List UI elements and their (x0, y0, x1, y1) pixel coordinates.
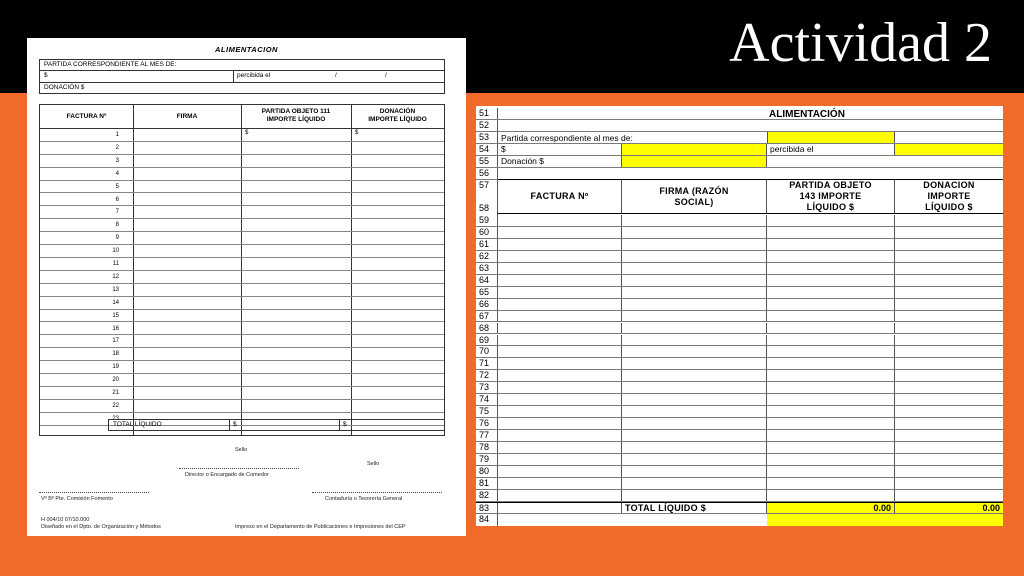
sheet-cell[interactable] (767, 406, 895, 417)
sheet-cell[interactable] (895, 311, 1003, 322)
sheet-cell[interactable] (622, 346, 767, 357)
sheet-partida-label[interactable]: Partida correspondiente al mes de: (501, 133, 633, 143)
sheet-cell[interactable] (498, 323, 622, 334)
percibida-cell[interactable] (767, 144, 895, 155)
date-slash: / (385, 72, 387, 79)
sheet-row-84 (476, 514, 1003, 526)
paper-row-number: 7 (115, 209, 119, 216)
sheet-cell[interactable] (498, 406, 622, 417)
row-number[interactable]: 79 (476, 454, 498, 465)
sheet-cell[interactable] (498, 490, 622, 501)
row-number[interactable]: 84 (476, 514, 498, 526)
row-number[interactable]: 58 (476, 203, 498, 215)
sheet-cell[interactable] (767, 311, 895, 322)
total-donacion-cell[interactable]: 0.00 (895, 503, 1003, 513)
sheet-cell[interactable] (767, 299, 895, 310)
row-number[interactable]: 71 (476, 358, 498, 369)
sheet-row-52 (476, 120, 1003, 132)
sheet-cell[interactable] (895, 287, 1003, 298)
sheet-cell[interactable] (622, 406, 767, 417)
paper-row-number: 1 (115, 132, 119, 138)
paper-percibida: percibida el (237, 72, 271, 79)
sheet-cell[interactable] (767, 466, 895, 477)
paper-row-number: 19 (112, 364, 119, 371)
sheet-cell[interactable] (767, 323, 895, 334)
sheet-cell[interactable] (895, 370, 1003, 381)
sheet-cell[interactable] (622, 239, 767, 250)
divider (229, 420, 230, 430)
row-number[interactable]: 69 (476, 335, 498, 346)
paper-table-row (40, 387, 444, 400)
paper-printed: Impreso en el Departamento de Publicaciones e Impresiones del CEP (235, 524, 406, 530)
total-partida-cell[interactable]: 0.00 (767, 503, 895, 513)
paper-row-number: 10 (112, 248, 119, 255)
sheet-data-row (476, 251, 1003, 263)
row-number[interactable]: 78 (476, 442, 498, 453)
amount-input-cell[interactable] (622, 144, 767, 155)
sheet-data-row (476, 346, 1003, 358)
sheet-cell[interactable] (767, 215, 895, 226)
sheet-dollar: $ (501, 144, 506, 154)
sheet-data-row (476, 358, 1003, 370)
sheet-cell[interactable] (895, 335, 1003, 346)
sheet-col-factura[interactable]: FACTURA Nº (498, 180, 622, 213)
row-number[interactable]: 55 (476, 156, 498, 167)
sheet-row-54 (476, 144, 1003, 156)
sheet-cell[interactable] (498, 418, 622, 429)
sheet-cell[interactable] (895, 442, 1003, 453)
sheet-cell[interactable] (622, 430, 767, 441)
paper-col-donacion-line2: IMPORTE LÍQUIDO (368, 116, 427, 123)
sheet-cell[interactable] (767, 490, 895, 501)
sheet-cell[interactable] (498, 430, 622, 441)
paper-table-row (40, 219, 444, 232)
sheet-data-row (476, 263, 1003, 275)
sheet-cell[interactable] (498, 370, 622, 381)
sheet-cell[interactable] (622, 287, 767, 298)
signature-line (312, 492, 442, 493)
paper-contaduria: Contaduría o Tesorería General (325, 496, 403, 502)
sheet-data-row (476, 490, 1003, 502)
row-number[interactable]: 64 (476, 275, 498, 286)
sheet-data-row (476, 299, 1003, 311)
sheet-cell[interactable] (622, 478, 767, 489)
paper-col-firma: FIRMA (176, 113, 198, 120)
paper-vobo: Vº Bº Pte. Comisión Fomento (41, 496, 113, 502)
sheet-data-row (476, 454, 1003, 466)
paper-table-row (40, 181, 444, 194)
paper-row-number: 2 (115, 144, 119, 151)
paper-code: H 004/10 07/10.000 (41, 517, 90, 523)
sheet-cell[interactable] (622, 418, 767, 429)
sheet-cell[interactable] (622, 466, 767, 477)
sheet-cell[interactable] (498, 466, 622, 477)
paper-director: Director o Encargado de Comedor (185, 472, 269, 478)
row-number[interactable]: 61 (476, 239, 498, 250)
paper-header-box (39, 59, 445, 94)
row-number[interactable]: 83 (476, 503, 498, 513)
row-number[interactable]: 53 (476, 132, 498, 143)
sheet-cell[interactable] (622, 311, 767, 322)
divider (339, 420, 340, 430)
paper-table-row (40, 310, 444, 323)
paper-row-number: 21 (112, 390, 119, 396)
row-number[interactable]: 75 (476, 406, 498, 417)
paper-table-row (40, 374, 444, 387)
row-number[interactable]: 73 (476, 382, 498, 393)
sheet-cell[interactable] (895, 418, 1003, 429)
spreadsheet (476, 106, 1003, 526)
paper-col-donacion (351, 105, 444, 128)
sheet-col-partida[interactable] (767, 180, 895, 213)
paper-row-number: 11 (112, 261, 119, 267)
sheet-data-row (476, 275, 1003, 287)
sheet-cell[interactable] (622, 454, 767, 465)
divider (233, 71, 234, 82)
sheet-cell[interactable] (622, 370, 767, 381)
row-number[interactable]: 63 (476, 263, 498, 274)
row-number[interactable]: 82 (476, 490, 498, 501)
paper-col-partida-line1: PARTIDA OBJETO 111 (261, 108, 331, 115)
sheet-data-row (476, 323, 1003, 335)
sheet-cell[interactable] (767, 251, 895, 262)
row-number[interactable]: 81 (476, 478, 498, 489)
paper-row-number: 5 (115, 183, 119, 190)
sheet-cell[interactable] (622, 275, 767, 286)
total-label-cell[interactable] (622, 503, 767, 513)
sheet-data-row (476, 418, 1003, 430)
sheet-cell[interactable] (498, 227, 622, 238)
row-number[interactable]: 76 (476, 418, 498, 429)
sheet-cell[interactable] (622, 299, 767, 310)
sheet-cell[interactable] (498, 478, 622, 489)
row-number[interactable]: 59 (476, 215, 498, 226)
sheet-row-53 (476, 132, 1003, 144)
row-number[interactable]: 54 (476, 144, 498, 155)
paper-row-number: 4 (115, 170, 119, 177)
sheet-column-headers (498, 179, 1003, 214)
row-number-gap (476, 192, 498, 203)
sheet-cell[interactable] (498, 251, 622, 262)
paper-table-row (40, 400, 444, 413)
sheet-cell[interactable] (498, 287, 622, 298)
paper-sello-1: Sello (235, 447, 248, 453)
paper-table-row (40, 168, 444, 181)
scanned-paper-form (27, 38, 466, 536)
paper-row-dollar: $ (355, 130, 359, 136)
sheet-cell[interactable] (895, 323, 1003, 334)
paper-amount-line (40, 71, 444, 83)
sheet-cell[interactable] (622, 323, 767, 334)
sheet-col-firma-line1: FIRMA (RAZÓN (659, 185, 729, 196)
sheet-cell[interactable] (498, 503, 622, 513)
sheet-cell[interactable] (895, 490, 1003, 501)
sheet-cell[interactable] (895, 454, 1003, 465)
sheet-donacion: Donación $ (501, 156, 545, 166)
paper-col-factura: FACTURA Nº (66, 113, 107, 120)
paper-table-row (40, 129, 444, 142)
paper-row-number: 6 (115, 196, 119, 203)
month-input-cell[interactable] (767, 132, 895, 143)
sheet-cell[interactable] (498, 394, 622, 405)
sheet-data-row (476, 442, 1003, 454)
sheet-cell[interactable] (498, 215, 622, 226)
paper-donacion: DONACIÓN $ (44, 84, 85, 91)
signature-line (179, 468, 299, 469)
date-slash: / (335, 72, 337, 79)
sheet-cell[interactable] (622, 358, 767, 369)
paper-total-dollar: $ (343, 421, 347, 428)
sheet-title[interactable]: ALIMENTACIÓN (769, 109, 845, 120)
paper-table-row (40, 155, 444, 168)
paper-col-partida-line2: IMPORTE LÍQUIDO (266, 116, 326, 123)
sheet-cell[interactable] (767, 442, 895, 453)
sheet-data-row (476, 382, 1003, 394)
sheet-cell[interactable] (895, 382, 1003, 393)
paper-table (39, 104, 445, 436)
sheet-data-row (476, 478, 1003, 490)
sheet-cell[interactable] (622, 442, 767, 453)
sheet-cell[interactable] (498, 275, 622, 286)
paper-table-row (40, 323, 444, 336)
paper-table-row (40, 245, 444, 258)
sheet-cell[interactable] (895, 299, 1003, 310)
sheet-cell[interactable] (767, 275, 895, 286)
sheet-cell[interactable] (895, 466, 1003, 477)
paper-row-number: 8 (115, 222, 119, 229)
paper-row-dollar: $ (245, 130, 249, 136)
row-number[interactable]: 65 (476, 287, 498, 298)
row-number[interactable]: 70 (476, 346, 498, 357)
row-number[interactable]: 74 (476, 394, 498, 405)
sheet-cell[interactable] (895, 215, 1003, 226)
sheet-cell[interactable] (622, 335, 767, 346)
sheet-cell[interactable] (895, 394, 1003, 405)
sheet-cell[interactable] (622, 263, 767, 274)
sheet-cell[interactable] (498, 382, 622, 393)
paper-row-number: 9 (115, 235, 119, 242)
sheet-cell[interactable] (895, 263, 1003, 274)
paper-table-row (40, 348, 444, 361)
paper-row-number: 20 (112, 377, 119, 384)
paper-table-row (40, 258, 444, 271)
sheet-cell[interactable] (498, 358, 622, 369)
paper-row-number: 23 (112, 415, 119, 422)
sheet-data-row (476, 394, 1003, 406)
row-number[interactable]: 51 (476, 108, 498, 119)
slide-title: Actividad 2 (729, 12, 992, 74)
sheet-data-row (476, 239, 1003, 251)
sheet-cell[interactable] (767, 263, 895, 274)
paper-row-number: 18 (112, 351, 119, 358)
sheet-data-row (476, 335, 1003, 347)
sheet-data-row (476, 466, 1003, 478)
sheet-col-partida-line3: LÍQUIDO $ (806, 202, 855, 212)
paper-partida-label: PARTIDA CORRESPONDIENTE AL MES DE: (40, 60, 444, 71)
signature-line (39, 492, 149, 493)
paper-table-row (40, 232, 444, 245)
sheet-cell[interactable] (622, 215, 767, 226)
paper-row-number: 14 (112, 299, 119, 306)
paper-row-number: 3 (115, 157, 119, 164)
sheet-row-83 (476, 502, 1003, 514)
paper-table-row (40, 142, 444, 155)
sheet-cell[interactable] (895, 358, 1003, 369)
row-number[interactable]: 72 (476, 370, 498, 381)
paper-table-row (40, 335, 444, 348)
paper-row-number: 13 (112, 286, 119, 293)
paper-table-row (40, 271, 444, 284)
sheet-cell[interactable] (498, 346, 622, 357)
paper-row-number: 17 (112, 338, 119, 345)
paper-col-donacion-line1: DONACIÓN (379, 108, 416, 115)
row-number[interactable]: 67 (476, 311, 498, 322)
paper-dollar: $ (44, 72, 48, 79)
sheet-cell[interactable] (498, 299, 622, 310)
paper-table-row (40, 361, 444, 374)
row-number[interactable]: 68 (476, 323, 498, 334)
sheet-percibida: percibida el (770, 144, 814, 154)
sheet-cell[interactable] (498, 454, 622, 465)
sheet-col-donacion-line1: DONACION (923, 180, 975, 190)
row-number[interactable]: 66 (476, 299, 498, 310)
sheet-data-row (476, 287, 1003, 299)
sheet-cell[interactable] (767, 287, 895, 298)
sheet-data-row (476, 311, 1003, 323)
paper-total-label: TOTAL LÍQUIDO (113, 421, 162, 428)
sheet-total-label: TOTAL LÍQUIDO $ (625, 503, 707, 513)
sheet-cell[interactable] (498, 335, 622, 346)
sheet-cell[interactable] (895, 239, 1003, 250)
sheet-col-donacion[interactable] (895, 180, 1003, 213)
sheet-cell[interactable] (895, 346, 1003, 357)
sheet-cell[interactable] (622, 394, 767, 405)
row-number[interactable]: 62 (476, 251, 498, 262)
sheet-cell[interactable] (498, 311, 622, 322)
sheet-cell[interactable] (622, 382, 767, 393)
sheet-cell[interactable] (498, 442, 622, 453)
sheet-cell[interactable] (767, 335, 895, 346)
sheet-cell[interactable] (895, 406, 1003, 417)
sheet-col-firma-line2: SOCIAL) (674, 196, 714, 207)
sheet-cell[interactable] (895, 251, 1003, 262)
row-number[interactable]: 57 (476, 180, 498, 192)
sheet-cell[interactable] (895, 430, 1003, 441)
sheet-data-row (476, 430, 1003, 442)
paper-row-number: 12 (112, 273, 119, 280)
sheet-cell[interactable] (767, 454, 895, 465)
paper-row-number: 15 (112, 312, 119, 319)
paper-row-number: 22 (112, 402, 119, 409)
sheet-data-row (476, 215, 1003, 227)
paper-total-row (108, 419, 445, 431)
paper-total-dollar: $ (233, 421, 237, 428)
sheet-cell[interactable] (895, 478, 1003, 489)
paper-table-row (40, 297, 444, 310)
sheet-row-55 (476, 156, 1003, 168)
row-number[interactable]: 56 (476, 168, 498, 179)
sheet-cell[interactable] (767, 239, 895, 250)
sheet-cell[interactable] (498, 239, 622, 250)
sheet-cell[interactable] (767, 227, 895, 238)
sheet-cell[interactable] (622, 490, 767, 501)
sheet-data-row (476, 370, 1003, 382)
paper-row-number: 16 (112, 325, 119, 332)
sheet-data-row (476, 227, 1003, 239)
sheet-cell[interactable] (767, 418, 895, 429)
sheet-col-partida-line2: 143 IMPORTE (799, 191, 862, 201)
paper-col-partida (241, 105, 351, 128)
dollar-cell[interactable] (498, 144, 622, 155)
sheet-cell[interactable] (767, 430, 895, 441)
sheet-col-firma[interactable] (622, 180, 767, 213)
row-number[interactable]: 77 (476, 430, 498, 441)
paper-table-row (40, 194, 444, 207)
row-number[interactable]: 52 (476, 120, 498, 131)
paper-table-row (40, 206, 444, 219)
sheet-cell[interactable] (767, 382, 895, 393)
paper-designed: Diseñado en el Dpto. de Organización y Métodos (41, 524, 161, 530)
sheet-cell[interactable] (622, 251, 767, 262)
paper-sello-2: Sello (367, 461, 380, 467)
row-number[interactable]: 80 (476, 466, 498, 477)
donacion-input-cell[interactable] (622, 156, 767, 167)
sheet-cell[interactable] (767, 478, 895, 489)
sheet-cell[interactable] (895, 227, 1003, 238)
sheet-col-donacion-line3: LÍQUIDO $ (925, 202, 973, 212)
donacion-cell[interactable] (498, 156, 622, 167)
paper-table-row (40, 284, 444, 297)
sheet-col-partida-line1: PARTIDA OBJETO (789, 180, 872, 190)
sheet-cell[interactable] (767, 358, 895, 369)
sheet-data-row (476, 406, 1003, 418)
date-input-cell[interactable] (895, 144, 1003, 155)
sheet-cell[interactable] (767, 370, 895, 381)
sheet-cell[interactable] (895, 275, 1003, 286)
sheet-cell[interactable] (622, 227, 767, 238)
sheet-cell[interactable] (767, 394, 895, 405)
sheet-cell[interactable] (498, 263, 622, 274)
sheet-cell[interactable] (767, 346, 895, 357)
paper-form-title: ALIMENTACION (215, 45, 278, 54)
sheet-row-51 (476, 108, 1003, 120)
highlight-cell[interactable] (767, 514, 1003, 526)
sheet-col-donacion-line2: IMPORTE (927, 191, 971, 201)
row-number[interactable]: 60 (476, 227, 498, 238)
